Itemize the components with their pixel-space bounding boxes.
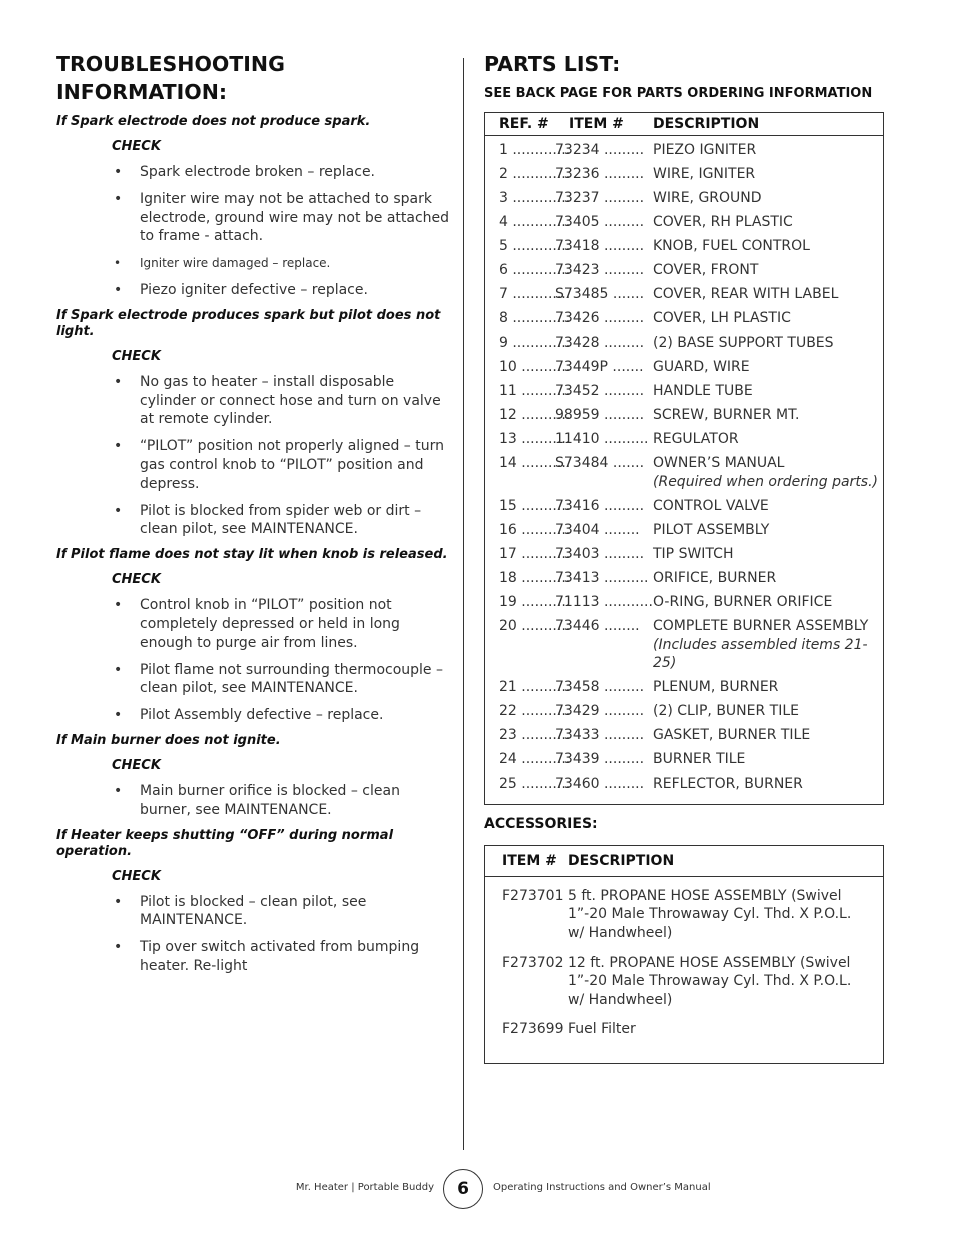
acc-description-header: DESCRIPTION bbox=[568, 852, 675, 869]
accessory-item-number: F273699 bbox=[502, 1021, 564, 1038]
parts-row bbox=[485, 614, 883, 675]
part-description-cell bbox=[653, 309, 883, 328]
part-description: HANDLE TUBE bbox=[653, 382, 753, 399]
part-ref: 16 ........... bbox=[499, 521, 571, 538]
part-ref: 9 ............. bbox=[499, 334, 571, 351]
part-ref: 17 ........... bbox=[499, 545, 571, 562]
check-item bbox=[56, 254, 451, 273]
part-description: COVER, FRONT bbox=[653, 262, 759, 279]
bullet-icon: • bbox=[114, 256, 122, 271]
parts-title: PARTS LIST: bbox=[484, 52, 621, 76]
condition-heading: If Spark electrode does not produce spark. bbox=[56, 114, 371, 129]
parts-row bbox=[485, 258, 883, 282]
page-number: 6 bbox=[443, 1169, 483, 1209]
part-description-cell bbox=[653, 454, 883, 491]
part-ref: 13 ........... bbox=[499, 430, 571, 447]
check-item bbox=[56, 373, 451, 429]
bullet-icon: • bbox=[114, 661, 123, 678]
accessory-row bbox=[485, 887, 883, 943]
part-ref: 23 ........... bbox=[499, 727, 571, 744]
part-item-number: 73439 ......... bbox=[555, 751, 645, 768]
check-item-text: Pilot is blocked from spider web or dirt – clean pilot, see MAINTENANCE. bbox=[140, 502, 422, 538]
check-label: CHECK bbox=[112, 757, 161, 773]
part-description: PLENUM, BURNER bbox=[653, 679, 779, 696]
part-description-cell bbox=[653, 569, 883, 588]
parts-row bbox=[485, 772, 883, 796]
parts-row bbox=[485, 494, 883, 518]
parts-row bbox=[485, 138, 883, 162]
check-item-text: Control knob in “PILOT” position not completely depressed or held in long enough to purge air from lines. bbox=[140, 597, 400, 651]
part-ref: 25 ........... bbox=[499, 775, 571, 792]
footer-manual-title: Operating Instructions and Owner’s Manual bbox=[493, 1182, 711, 1193]
part-item-number: 73452 ......... bbox=[555, 382, 645, 399]
check-item bbox=[56, 661, 451, 699]
parts-row bbox=[485, 699, 883, 723]
part-ref: 15 ........... bbox=[499, 497, 571, 514]
part-item-number: 73460 ......... bbox=[555, 775, 645, 792]
check-item-text: Pilot Assembly defective – replace. bbox=[140, 707, 384, 724]
bullet-icon: • bbox=[114, 438, 123, 455]
part-description-cell bbox=[653, 593, 883, 612]
part-description-cell bbox=[653, 430, 883, 449]
check-item-text: Igniter wire may not be attached to spark electrode, ground wire may not be attached to frame - attach. bbox=[140, 190, 450, 245]
part-ref: 22 ........... bbox=[499, 703, 571, 720]
bullet-icon: • bbox=[114, 373, 123, 390]
check-label: CHECK bbox=[112, 572, 161, 588]
part-ref: 4 ............. bbox=[499, 214, 571, 231]
part-item-number: 73404 ........ bbox=[555, 521, 640, 538]
part-description-cell bbox=[653, 213, 883, 232]
parts-row bbox=[485, 307, 883, 331]
part-item-number: 98959 ......... bbox=[555, 406, 645, 423]
part-description: COVER, REAR WITH LABEL bbox=[653, 286, 839, 303]
part-description-cell bbox=[653, 617, 883, 673]
parts-row bbox=[485, 283, 883, 307]
part-description-cell bbox=[653, 678, 883, 697]
bullet-icon: • bbox=[114, 893, 123, 910]
part-description-cell bbox=[653, 165, 883, 184]
check-item bbox=[56, 502, 451, 540]
part-description-cell bbox=[653, 141, 883, 160]
part-description: GUARD, WIRE bbox=[653, 358, 750, 375]
check-item bbox=[56, 706, 451, 725]
check-label: CHECK bbox=[112, 348, 161, 364]
part-description: SCREW, BURNER MT. bbox=[653, 406, 800, 423]
check-item-text: Piezo igniter defective – replace. bbox=[140, 281, 368, 298]
column-divider bbox=[463, 58, 464, 1150]
accessories-table bbox=[484, 845, 884, 1064]
part-description: PILOT ASSEMBLY bbox=[653, 521, 770, 538]
check-item-text: “PILOT” position not properly aligned – turn gas control knob to “PILOT” position and depress. bbox=[140, 438, 444, 492]
parts-column bbox=[484, 50, 884, 1064]
accessory-description: Fuel Filter bbox=[568, 1021, 636, 1038]
parts-row bbox=[485, 403, 883, 427]
part-item-number: 71113 ........... bbox=[555, 593, 653, 610]
part-description-cell bbox=[653, 189, 883, 208]
part-item-number: S73485 ....... bbox=[555, 286, 645, 303]
check-label: CHECK bbox=[112, 868, 161, 884]
parts-subtitle: SEE BACK PAGE FOR PARTS ORDERING INFORMATION bbox=[484, 86, 873, 101]
check-item bbox=[56, 190, 451, 246]
part-ref: 3 ............. bbox=[499, 189, 571, 206]
part-ref: 12 ........... bbox=[499, 406, 571, 423]
accessory-row bbox=[485, 954, 883, 1010]
parts-row bbox=[485, 724, 883, 748]
condition-heading: If Main burner does not ignite. bbox=[56, 732, 281, 748]
part-ref: 6 ............. bbox=[499, 262, 571, 279]
part-note: (Includes assembled items 21- 25) bbox=[653, 636, 868, 672]
part-description: WIRE, IGNITER bbox=[653, 165, 756, 182]
part-item-number: 73426 ......... bbox=[555, 310, 645, 327]
part-description: (2) BASE SUPPORT TUBES bbox=[653, 334, 834, 351]
part-description: PIEZO IGNITER bbox=[653, 141, 757, 158]
check-item-text: Tip over switch activated from bumping heater. Re-light bbox=[140, 939, 420, 974]
part-ref: 10 ........... bbox=[499, 358, 571, 375]
part-item-number: 73458 ......... bbox=[555, 679, 645, 696]
check-label: CHECK bbox=[112, 139, 161, 154]
condition-heading: If Heater keeps shutting “OFF” during normal operation. bbox=[56, 827, 394, 859]
part-item-number: 73446 ........ bbox=[555, 618, 640, 635]
parts-table-header bbox=[485, 113, 883, 136]
bullet-icon: • bbox=[114, 597, 123, 614]
accessories-table-body bbox=[485, 877, 883, 1039]
check-item-text: Main burner orifice is blocked – clean burner, see MAINTENANCE. bbox=[140, 782, 400, 818]
part-ref: 1 ............. bbox=[499, 141, 571, 158]
part-item-number: 73405 ......... bbox=[555, 214, 645, 231]
bullet-icon: • bbox=[114, 939, 123, 956]
part-description: GASKET, BURNER TILE bbox=[653, 727, 811, 744]
part-ref: 11 ........... bbox=[499, 382, 571, 399]
parts-row bbox=[485, 748, 883, 772]
part-description-cell bbox=[653, 358, 883, 377]
part-ref: 5 ............. bbox=[499, 238, 571, 255]
accessory-item-number: F273702 bbox=[502, 954, 564, 971]
part-description: COVER, LH PLASTIC bbox=[653, 310, 791, 327]
accessories-table-header bbox=[485, 846, 883, 877]
part-item-number: 73428 ......... bbox=[555, 334, 645, 351]
part-note: (Required when ordering parts.) bbox=[653, 473, 879, 490]
acc-item-header: ITEM # bbox=[502, 852, 557, 869]
troubleshooting-column bbox=[56, 50, 451, 976]
check-list bbox=[56, 373, 451, 539]
check-item-text: No gas to heater – install disposable cylinder or connect hose and turn on valve at remote cylinder. bbox=[140, 373, 441, 428]
part-description: TIP SWITCH bbox=[653, 545, 734, 562]
part-description: OWNER’S MANUAL bbox=[653, 455, 785, 472]
check-list bbox=[56, 893, 451, 976]
bullet-icon: • bbox=[114, 782, 123, 799]
check-item-text: Igniter wire damaged – replace. bbox=[140, 256, 331, 271]
part-description: (2) CLIP, BUNER TILE bbox=[653, 703, 800, 720]
condition-heading: If Spark electrode produces spark but pilot does not light. bbox=[56, 307, 441, 339]
parts-row bbox=[485, 427, 883, 451]
part-description-cell bbox=[653, 775, 883, 794]
parts-row bbox=[485, 379, 883, 403]
part-ref: 8 ............. bbox=[499, 310, 571, 327]
part-description: KNOB, FUEL CONTROL bbox=[653, 238, 810, 255]
parts-row bbox=[485, 186, 883, 210]
part-ref: 18 ........... bbox=[499, 569, 571, 586]
check-list bbox=[56, 163, 451, 300]
item-header: ITEM # bbox=[569, 116, 624, 132]
part-item-number: 73403 ......... bbox=[555, 545, 645, 562]
parts-row bbox=[485, 451, 883, 494]
part-description-cell bbox=[653, 261, 883, 280]
footer-product: Mr. Heater | Portable Buddy bbox=[295, 1182, 434, 1193]
part-description: O-RING, BURNER ORIFICE bbox=[653, 593, 833, 610]
page-footer bbox=[0, 1168, 954, 1212]
part-description: CONTROL VALVE bbox=[653, 497, 769, 514]
part-ref: 2 ............. bbox=[499, 165, 571, 182]
parts-row bbox=[485, 590, 883, 614]
part-item-number: 73423 ......... bbox=[555, 262, 645, 279]
condition-heading: If Pilot flame does not stay lit when knob is released. bbox=[56, 547, 448, 563]
part-description-cell bbox=[653, 237, 883, 256]
part-item-number: S73484 ....... bbox=[555, 455, 645, 472]
parts-row bbox=[485, 542, 883, 566]
parts-table bbox=[484, 112, 884, 805]
part-ref: 7 ............. bbox=[499, 286, 571, 303]
bullet-icon: • bbox=[114, 502, 123, 519]
part-description: COMPLETE BURNER ASSEMBLY bbox=[653, 618, 869, 635]
bullet-icon: • bbox=[114, 190, 123, 207]
part-item-number: 73234 ......... bbox=[555, 141, 645, 158]
parts-table-body bbox=[485, 136, 883, 804]
parts-row bbox=[485, 675, 883, 699]
bullet-icon: • bbox=[114, 707, 123, 724]
part-item-number: 73413 .......... bbox=[555, 569, 649, 586]
part-description: ORIFICE, BURNER bbox=[653, 569, 777, 586]
parts-row bbox=[485, 162, 883, 186]
accessory-row bbox=[485, 1020, 883, 1039]
part-ref: 20 ........... bbox=[499, 618, 571, 635]
description-header: DESCRIPTION bbox=[653, 116, 760, 132]
parts-row bbox=[485, 355, 883, 379]
check-list bbox=[56, 782, 451, 820]
part-description: REGULATOR bbox=[653, 430, 739, 447]
part-description-cell bbox=[653, 334, 883, 353]
part-ref: 19 ........... bbox=[499, 593, 571, 610]
part-item-number: 73237 ......... bbox=[555, 189, 645, 206]
part-description-cell bbox=[653, 702, 883, 721]
part-item-number: 73449P ....... bbox=[555, 358, 644, 375]
parts-row bbox=[485, 331, 883, 355]
part-description-cell bbox=[653, 497, 883, 516]
bullet-icon: • bbox=[114, 281, 123, 298]
part-ref: 21 ........... bbox=[499, 679, 571, 696]
part-description: REFLECTOR, BURNER bbox=[653, 775, 803, 792]
bullet-icon: • bbox=[114, 164, 123, 180]
check-item bbox=[56, 782, 451, 820]
part-ref: 14 ........... bbox=[499, 455, 571, 472]
accessory-description: 5 ft. PROPANE HOSE ASSEMBLY (Swivel 1”-20 Male Throwaway Cyl. Thd. X P.O.L. w/ Handwheel) bbox=[568, 887, 852, 942]
parts-row bbox=[485, 210, 883, 234]
part-description-cell bbox=[653, 726, 883, 745]
part-description-cell bbox=[653, 285, 883, 304]
part-item-number: 73418 ......... bbox=[555, 238, 645, 255]
check-item bbox=[56, 596, 451, 652]
check-item-text: Pilot is blocked – clean pilot, see MAINTENANCE. bbox=[140, 893, 367, 929]
part-description-cell bbox=[653, 406, 883, 425]
part-description-cell bbox=[653, 521, 883, 540]
check-item bbox=[56, 437, 451, 493]
accessories-title: ACCESSORIES: bbox=[484, 815, 598, 832]
part-description-cell bbox=[653, 545, 883, 564]
accessory-item-number: F273701 bbox=[502, 887, 564, 904]
part-item-number: 73433 ......... bbox=[555, 727, 645, 744]
parts-row bbox=[485, 234, 883, 258]
ref-header: REF. # bbox=[499, 116, 549, 132]
parts-row bbox=[485, 518, 883, 542]
check-item-text: Pilot flame not surrounding thermocouple – clean pilot, see MAINTENANCE. bbox=[140, 661, 443, 697]
part-description: WIRE, GROUND bbox=[653, 189, 762, 206]
troubleshooting-sections bbox=[56, 114, 451, 976]
part-description-cell bbox=[653, 382, 883, 401]
check-item bbox=[56, 163, 451, 182]
parts-row bbox=[485, 566, 883, 590]
part-item-number: 11410 .......... bbox=[555, 430, 649, 447]
check-item bbox=[56, 893, 451, 931]
part-item-number: 73416 ......... bbox=[555, 497, 645, 514]
part-description: BURNER TILE bbox=[653, 751, 746, 768]
check-list bbox=[56, 596, 451, 725]
accessory-description: 12 ft. PROPANE HOSE ASSEMBLY (Swivel 1”-20 Male Throwaway Cyl. Thd. X P.O.L. w/ Handwheel) bbox=[568, 954, 852, 1008]
check-item bbox=[56, 938, 451, 976]
part-description-cell bbox=[653, 750, 883, 769]
part-item-number: 73236 ......... bbox=[555, 165, 645, 182]
part-ref: 24 ........... bbox=[499, 751, 571, 768]
check-item-text: Spark electrode broken – replace. bbox=[140, 164, 376, 180]
part-description: COVER, RH PLASTIC bbox=[653, 214, 793, 231]
check-item bbox=[56, 281, 451, 300]
part-item-number: 73429 ......... bbox=[555, 703, 645, 720]
troubleshooting-title: TROUBLESHOOTING INFORMATION: bbox=[56, 52, 285, 104]
